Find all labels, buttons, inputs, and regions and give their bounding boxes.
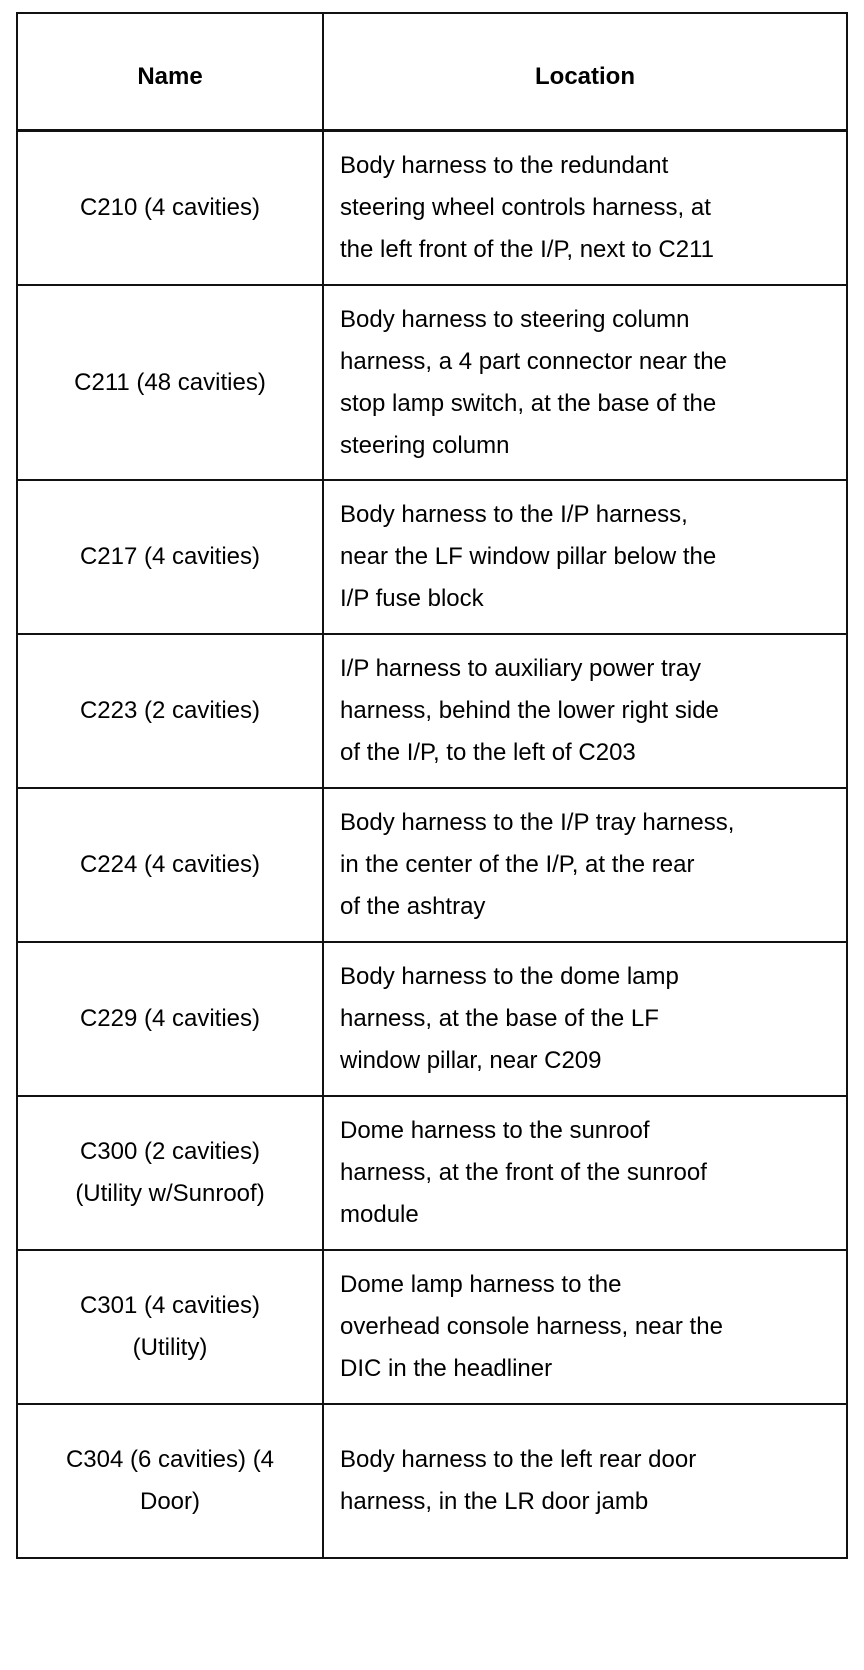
connector-name-cell: [17, 634, 323, 788]
table-row: [17, 1096, 847, 1250]
location-line: Dome harness to the sunroof: [340, 1117, 650, 1144]
connector-name-cell: [17, 480, 323, 634]
location-line: DIC in the headliner: [340, 1355, 553, 1382]
connector-name-cell: [17, 942, 323, 1096]
connector-table: [16, 12, 848, 1559]
location-line: in the center of the I/P, at the rear: [340, 851, 695, 878]
location-line: steering column: [340, 431, 510, 459]
location-line: Body harness to the I/P tray harness,: [340, 809, 735, 836]
table-row: [17, 788, 847, 942]
location-line: Body harness to the left rear door: [340, 1446, 697, 1473]
connector-variant: (Utility w/Sunroof): [75, 1180, 265, 1207]
connector-name: C224 (4 cavities): [79, 851, 261, 878]
connector-name-cell: [17, 788, 323, 942]
connector-name: C211 (48 cavities): [74, 368, 266, 396]
location-line: overhead console harness, near the: [340, 1313, 723, 1340]
location-line: I/P harness to auxiliary power tray: [340, 655, 702, 682]
connector-name: C304 (6 cavities) (4: [65, 1446, 275, 1473]
connector-variant: (Utility): [132, 1334, 208, 1361]
connector-location-cell: [323, 1250, 847, 1404]
location-line: Dome lamp harness to the: [340, 1271, 622, 1298]
location-line: module: [340, 1201, 419, 1228]
connector-location-cell: [323, 480, 847, 634]
table-row: [17, 480, 847, 634]
location-line: the left front of the I/P, next to C211: [340, 236, 715, 263]
location-line: of the I/P, to the left of C203: [340, 739, 636, 766]
connector-name-cell: [17, 1096, 323, 1250]
connector-name: C210 (4 cavities): [79, 194, 261, 221]
location-line: Body harness to steering column: [340, 305, 690, 333]
connector-name: C301 (4 cavities): [79, 1292, 261, 1319]
location-line: harness, a 4 part connector near the: [340, 347, 727, 375]
table-row: [17, 1404, 847, 1558]
table-row: [17, 131, 847, 286]
location-line: harness, in the LR door jamb: [340, 1488, 649, 1515]
location-line: harness, at the front of the sunroof: [340, 1159, 707, 1186]
location-line: Body harness to the I/P harness,: [340, 501, 688, 528]
location-line: steering wheel controls harness, at: [340, 194, 711, 221]
location-line: of the ashtray: [340, 893, 486, 920]
connector-location-cell: [323, 285, 847, 480]
connector-name-cell: [17, 1250, 323, 1404]
connector-name-cell: [17, 1404, 323, 1558]
connector-location-cell: [323, 788, 847, 942]
header-row: [17, 13, 847, 131]
connector-location-cell: [323, 942, 847, 1096]
connector-name: C229 (4 cavities): [79, 1005, 261, 1032]
table-row: [17, 1250, 847, 1404]
table-row: [17, 942, 847, 1096]
connector-name: C223 (2 cavities): [79, 697, 261, 724]
connector-location-cell: [323, 1404, 847, 1558]
table-row: [17, 634, 847, 788]
location-line: near the LF window pillar below the: [340, 543, 717, 570]
connector-name-cell: [17, 131, 323, 286]
location-line: harness, at the base of the LF: [340, 1005, 659, 1032]
location-line: I/P fuse block: [340, 585, 484, 612]
location-line: harness, behind the lower right side: [340, 697, 719, 724]
connector-name: C217 (4 cavities): [79, 543, 261, 570]
connector-location-cell: [323, 131, 847, 286]
table-row: [17, 285, 847, 480]
connector-variant: Door): [139, 1488, 200, 1515]
connector-location-cell: [323, 1096, 847, 1250]
connector-name: C300 (2 cavities): [79, 1138, 261, 1165]
location-line: Body harness to the redundant: [340, 152, 669, 179]
connector-name-cell: [17, 285, 323, 480]
location-line: stop lamp switch, at the base of the: [340, 389, 717, 417]
location-column-header: Location: [323, 13, 847, 131]
connector-location-cell: [323, 634, 847, 788]
name-column-header: Name: [17, 13, 323, 131]
location-line: Body harness to the dome lamp: [340, 963, 679, 990]
location-line: window pillar, near C209: [340, 1047, 602, 1074]
